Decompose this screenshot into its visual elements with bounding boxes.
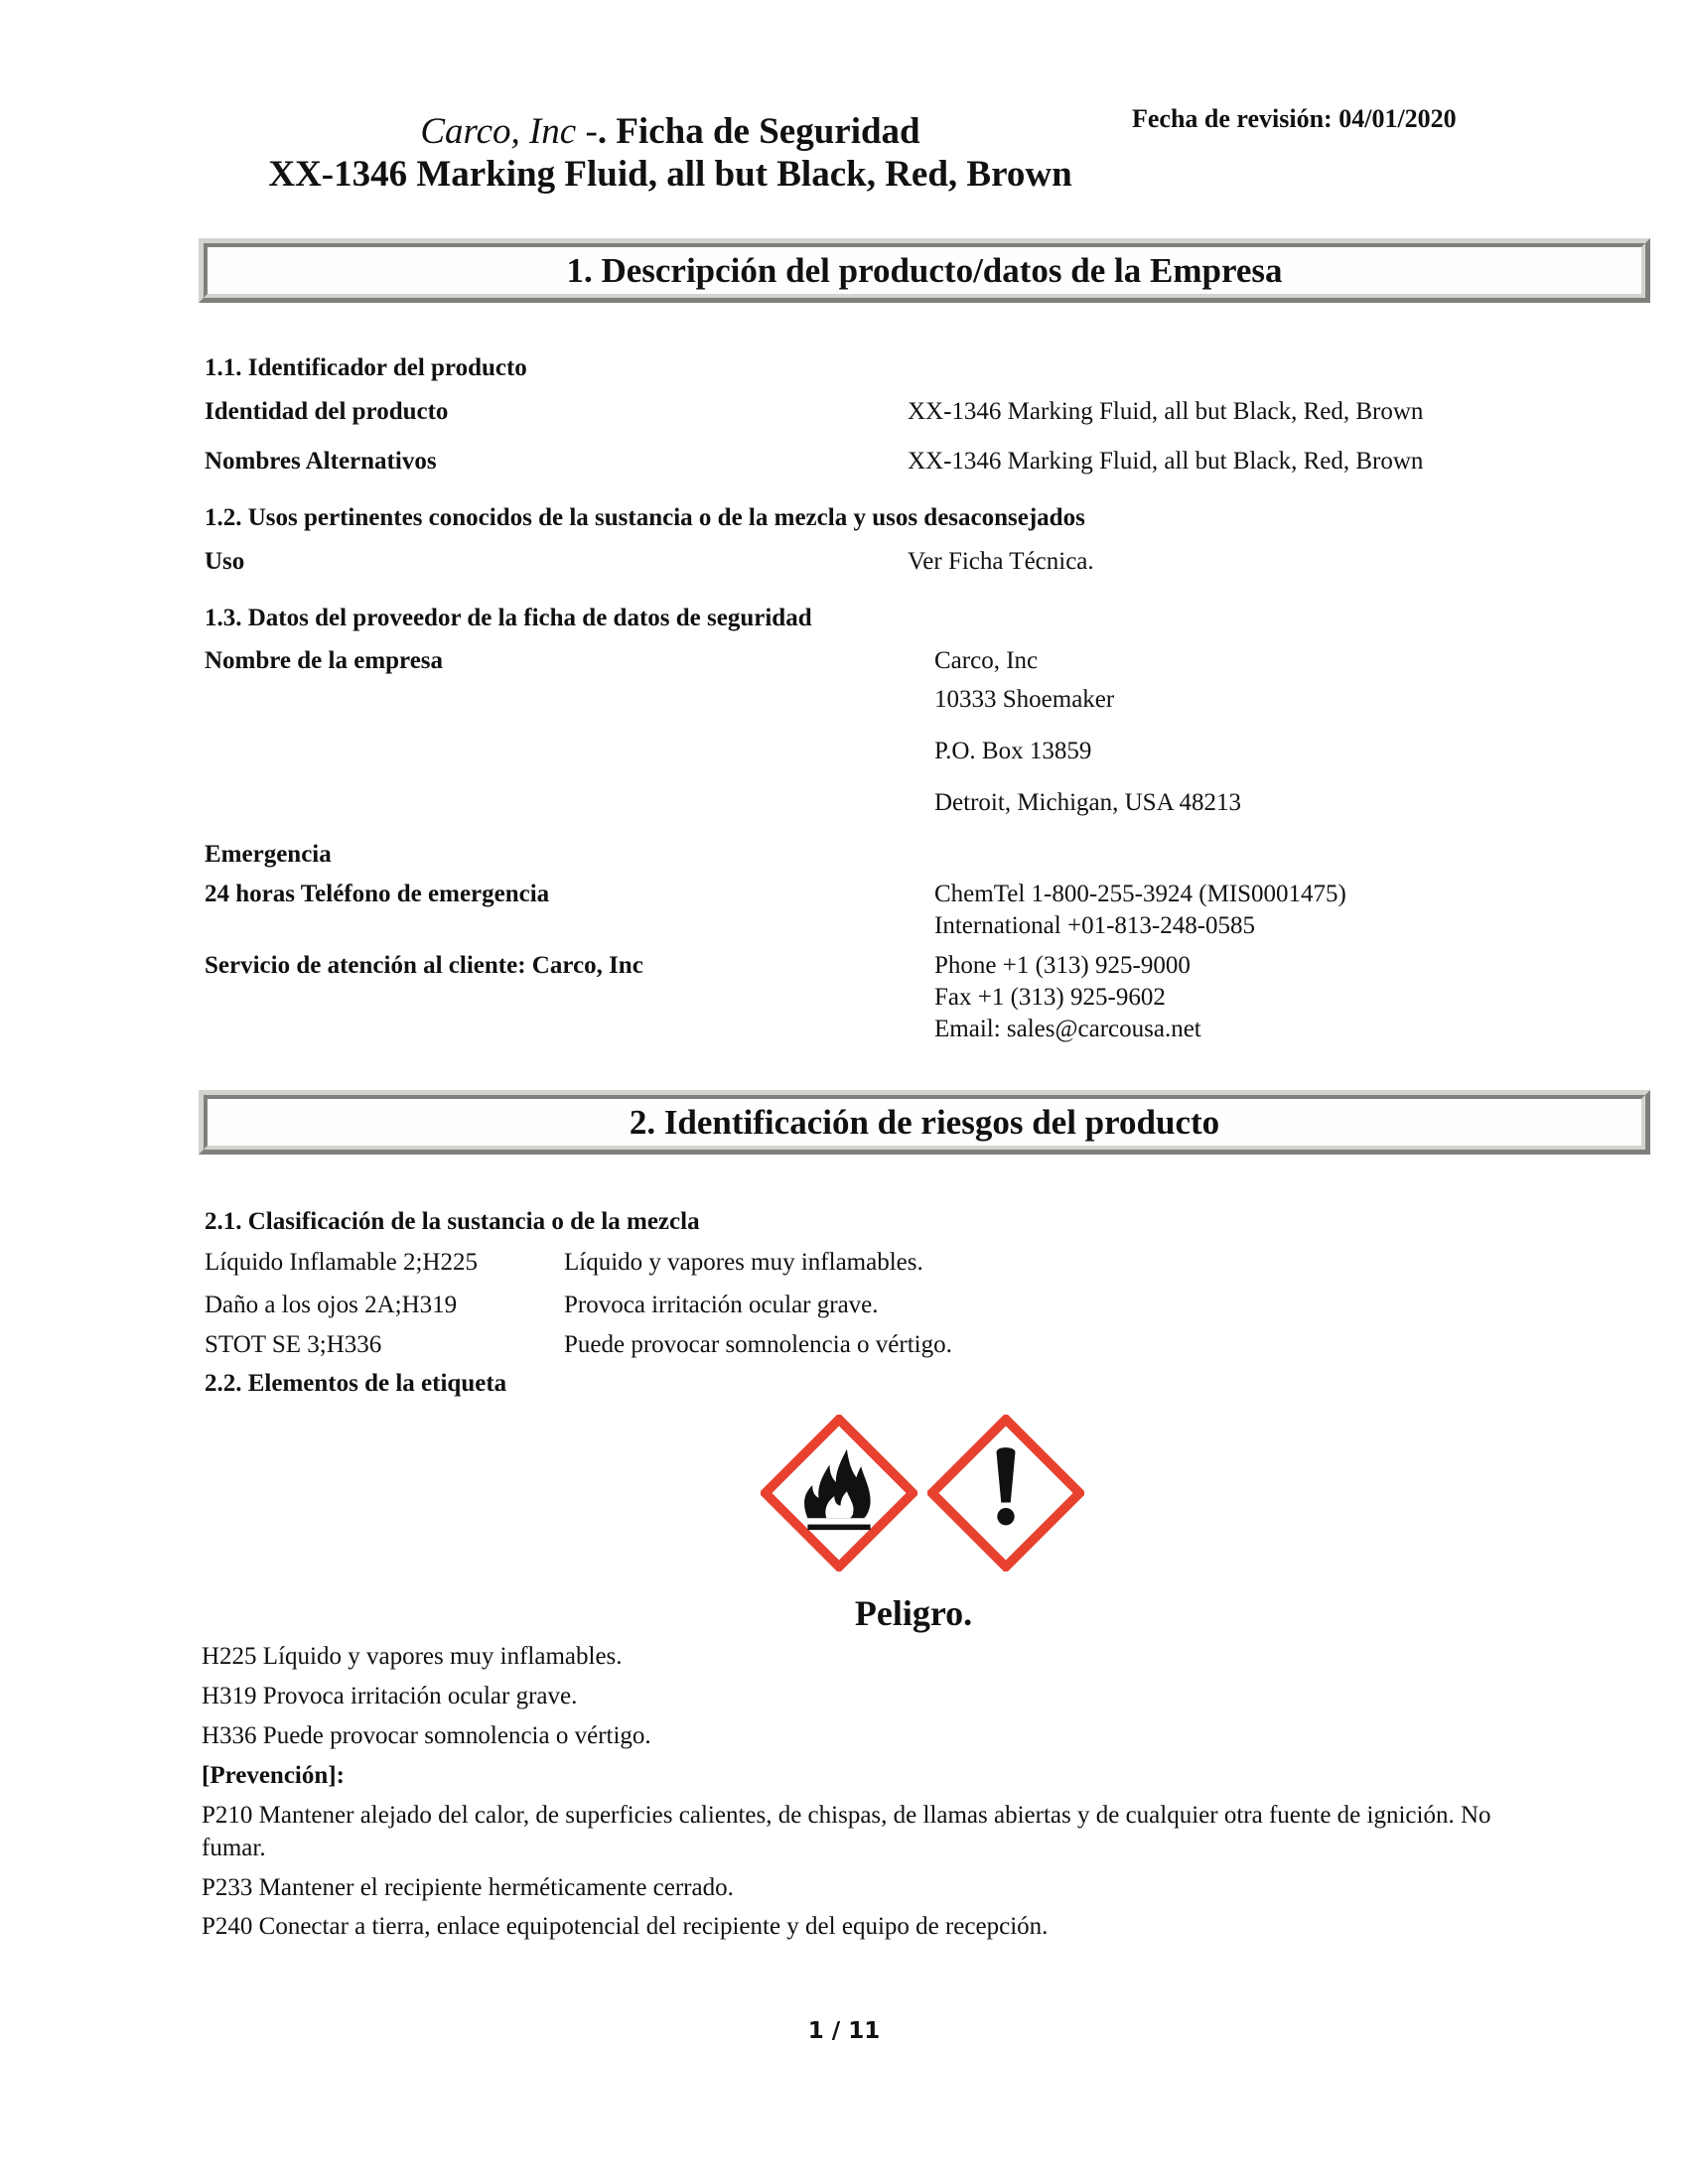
section-1-header: [199, 238, 1650, 303]
emergency-phone-line: International +01-813-248-0585: [934, 912, 1256, 939]
subsection-2-2-title: 2.2. Elementos de la etiqueta: [205, 1370, 507, 1397]
company-line: Carco, Inc: [934, 647, 1039, 674]
company-line: 10333 Shoemaker: [934, 686, 1115, 713]
subsection-2-1-title: 2.1. Clasificación de la sustancia o de la mezcla: [205, 1208, 700, 1235]
document-title: [248, 113, 1092, 150]
emergency-phone-line: ChemTel 1-800-255-3924 (MIS0001475): [934, 881, 1346, 907]
emergency-heading: Emergencia: [205, 841, 332, 868]
prevention-heading: [Prevención]:: [202, 1762, 345, 1789]
signal-word: Peligro.: [854, 1593, 973, 1633]
prevention-statement: P210 Mantener alejado del calor, de superficies calientes, de chispas, de llamas abiertas y de cualquier otra fuente de ignición. No: [202, 1802, 1491, 1829]
product-title: XX-1346 Marking Fluid, all but Black, Red, Brown: [268, 154, 1072, 195]
section-1-title: 1. Descripción del producto/datos de la Empresa: [566, 250, 1283, 290]
section-2-title: 2. Identificación de riesgos del producto: [629, 1102, 1220, 1142]
product-identity-value: XX-1346 Marking Fluid, all but Black, Red, Brown: [908, 398, 1424, 425]
alt-names-label: Nombres Alternativos: [205, 448, 437, 475]
page-number: 1 / 11: [807, 2018, 881, 2044]
use-label: Uso: [205, 548, 245, 575]
flame-icon: [761, 1415, 917, 1571]
company-label: Nombre de la empresa: [205, 647, 444, 674]
hazard-statement: H225 Líquido y vapores muy inflamables.: [202, 1643, 623, 1670]
company-line: Detroit, Michigan, USA 48213: [934, 789, 1242, 816]
product-identity-label: Identidad del producto: [205, 398, 449, 425]
use-value: Ver Ficha Técnica.: [908, 548, 1094, 575]
company-name: Carco, Inc -: [420, 111, 598, 152]
classification-text: Líquido y vapores muy inflamables.: [564, 1249, 923, 1276]
customer-service-label: Servicio de atención al cliente: Carco, Inc: [205, 952, 643, 979]
subsection-1-3-title: 1.3. Datos del proveedor de la ficha de datos de seguridad: [205, 605, 812, 631]
classification-code: STOT SE 3;H336: [205, 1331, 382, 1358]
hazard-statement: H319 Provoca irritación ocular grave.: [202, 1683, 578, 1709]
title-suffix: . Ficha de Seguridad: [597, 111, 920, 152]
revision-date: Fecha de revisión: 04/01/2020: [1132, 104, 1457, 133]
subsection-1-2-title: 1.2. Usos pertinentes conocidos de la sustancia o de la mezcla y usos desaconsejados: [205, 504, 1085, 531]
classification-code: Líquido Inflamable 2;H225: [205, 1249, 478, 1276]
prevention-statement: fumar.: [202, 1835, 266, 1861]
customer-service-line: Phone +1 (313) 925-9000: [934, 952, 1191, 979]
section-2-header: [199, 1090, 1650, 1155]
hazard-statement: H336 Puede provocar somnolencia o vértigo.: [202, 1722, 651, 1749]
exclamation-icon: [927, 1415, 1084, 1571]
emergency-phone-label: 24 horas Teléfono de emergencia: [205, 881, 550, 907]
prevention-statement: P233 Mantener el recipiente herméticamente cerrado.: [202, 1874, 734, 1901]
classification-text: Provoca irritación ocular grave.: [564, 1292, 879, 1318]
customer-service-line: Email: sales@carcousa.net: [934, 1016, 1201, 1042]
prevention-statement: P240 Conectar a tierra, enlace equipotencial del recipiente y del equipo de recepción.: [202, 1913, 1049, 1940]
customer-service-line: Fax +1 (313) 925-9602: [934, 984, 1166, 1011]
alt-names-value: XX-1346 Marking Fluid, all but Black, Red, Brown: [908, 448, 1424, 475]
classification-code: Daño a los ojos 2A;H319: [205, 1292, 458, 1318]
subsection-1-1-title: 1.1. Identificador del producto: [205, 354, 527, 381]
company-line: P.O. Box 13859: [934, 738, 1092, 764]
classification-text: Puede provocar somnolencia o vértigo.: [564, 1331, 952, 1358]
